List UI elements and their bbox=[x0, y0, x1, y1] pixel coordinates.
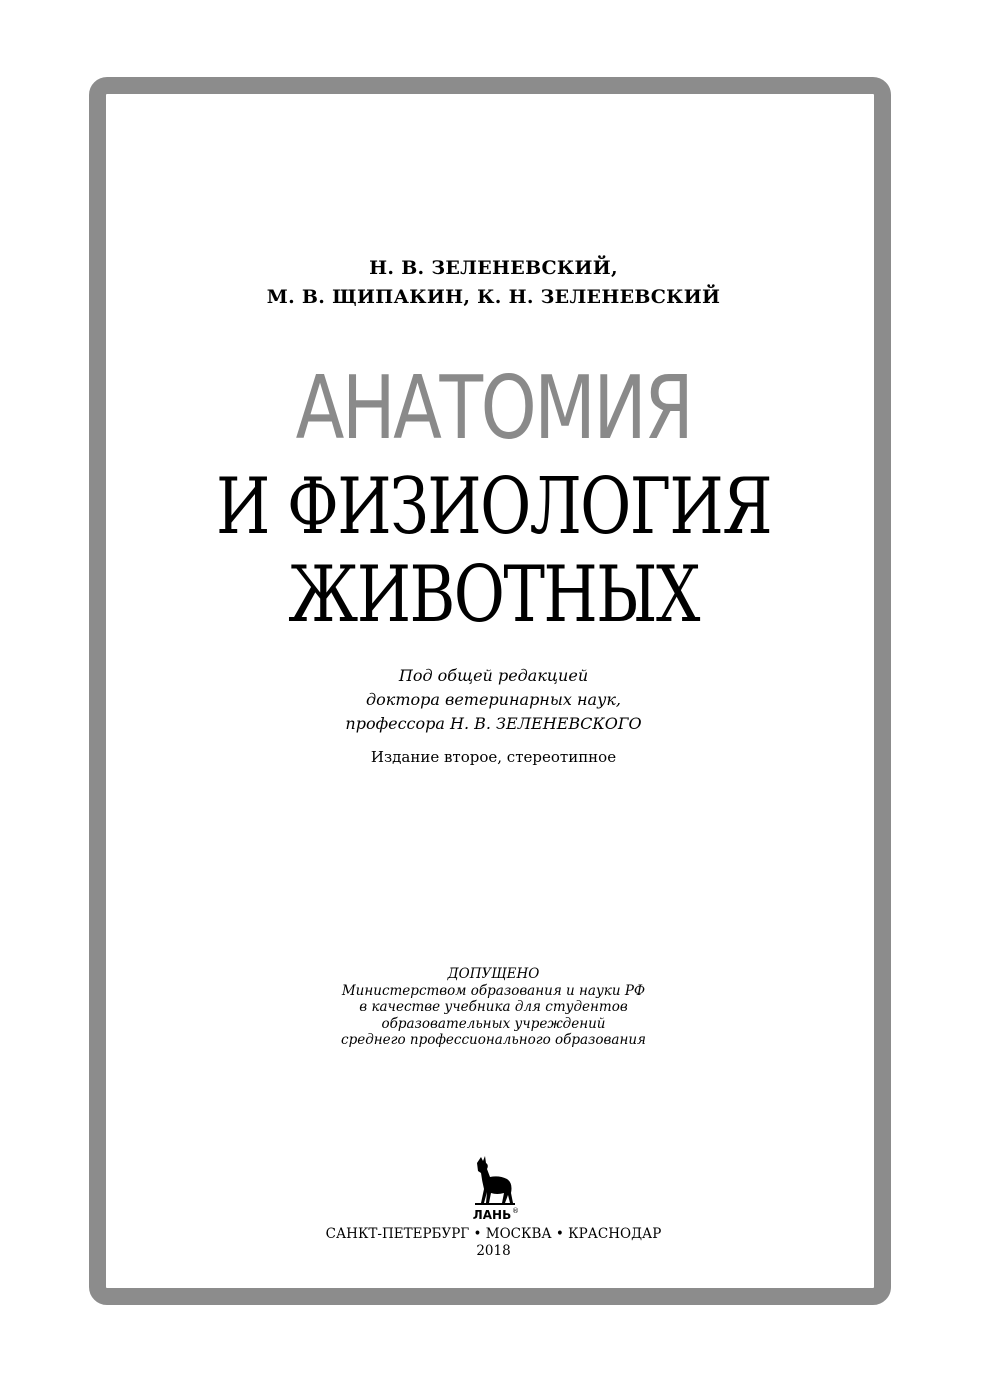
deer-logo-icon bbox=[467, 1155, 519, 1227]
editor-block bbox=[0, 664, 987, 736]
editor-line-3: профессора Н. В. ЗЕЛЕНЕВСКОГО bbox=[345, 714, 642, 733]
authors-line-1: Н. В. ЗЕЛЕНЕВСКИЙ, bbox=[369, 257, 618, 279]
approval-line-5: среднего профессионального образования bbox=[341, 1032, 646, 1048]
approval-line-2: Министерством образования и науки РФ bbox=[341, 982, 646, 999]
approval-block bbox=[0, 966, 987, 1049]
publisher-cities: САНКТ-ПЕТЕРБУРГ • МОСКВА • КРАСНОДАР bbox=[325, 1226, 662, 1242]
title-line-2: И ФИЗИОЛОГИЯ bbox=[215, 462, 772, 552]
publication-year: 2018 bbox=[476, 1243, 511, 1259]
approval-line-4: образовательных учреждений bbox=[381, 1015, 606, 1032]
title-line-3: ЖИВОТНЫХ bbox=[288, 550, 699, 640]
approval-line-1: ДОПУЩЕНО bbox=[447, 966, 540, 982]
authors-line-2: М. В. ЩИПАКИН, К. Н. ЗЕЛЕНЕВСКИЙ bbox=[266, 286, 721, 308]
editor-line-2: доктора ветеринарных наук, bbox=[366, 690, 621, 709]
logo-registered-mark: ® bbox=[512, 1207, 519, 1215]
edition-note: Издание второе, стереотипное bbox=[370, 748, 617, 766]
approval-line-3: в качестве учебника для студентов bbox=[359, 999, 628, 1015]
authors-block bbox=[0, 254, 987, 312]
logo-text: ЛАНЬ bbox=[472, 1208, 512, 1222]
title-line-1: АНАТОМИЯ bbox=[295, 357, 692, 459]
editor-line-1: Под общей редакцией bbox=[398, 666, 589, 685]
